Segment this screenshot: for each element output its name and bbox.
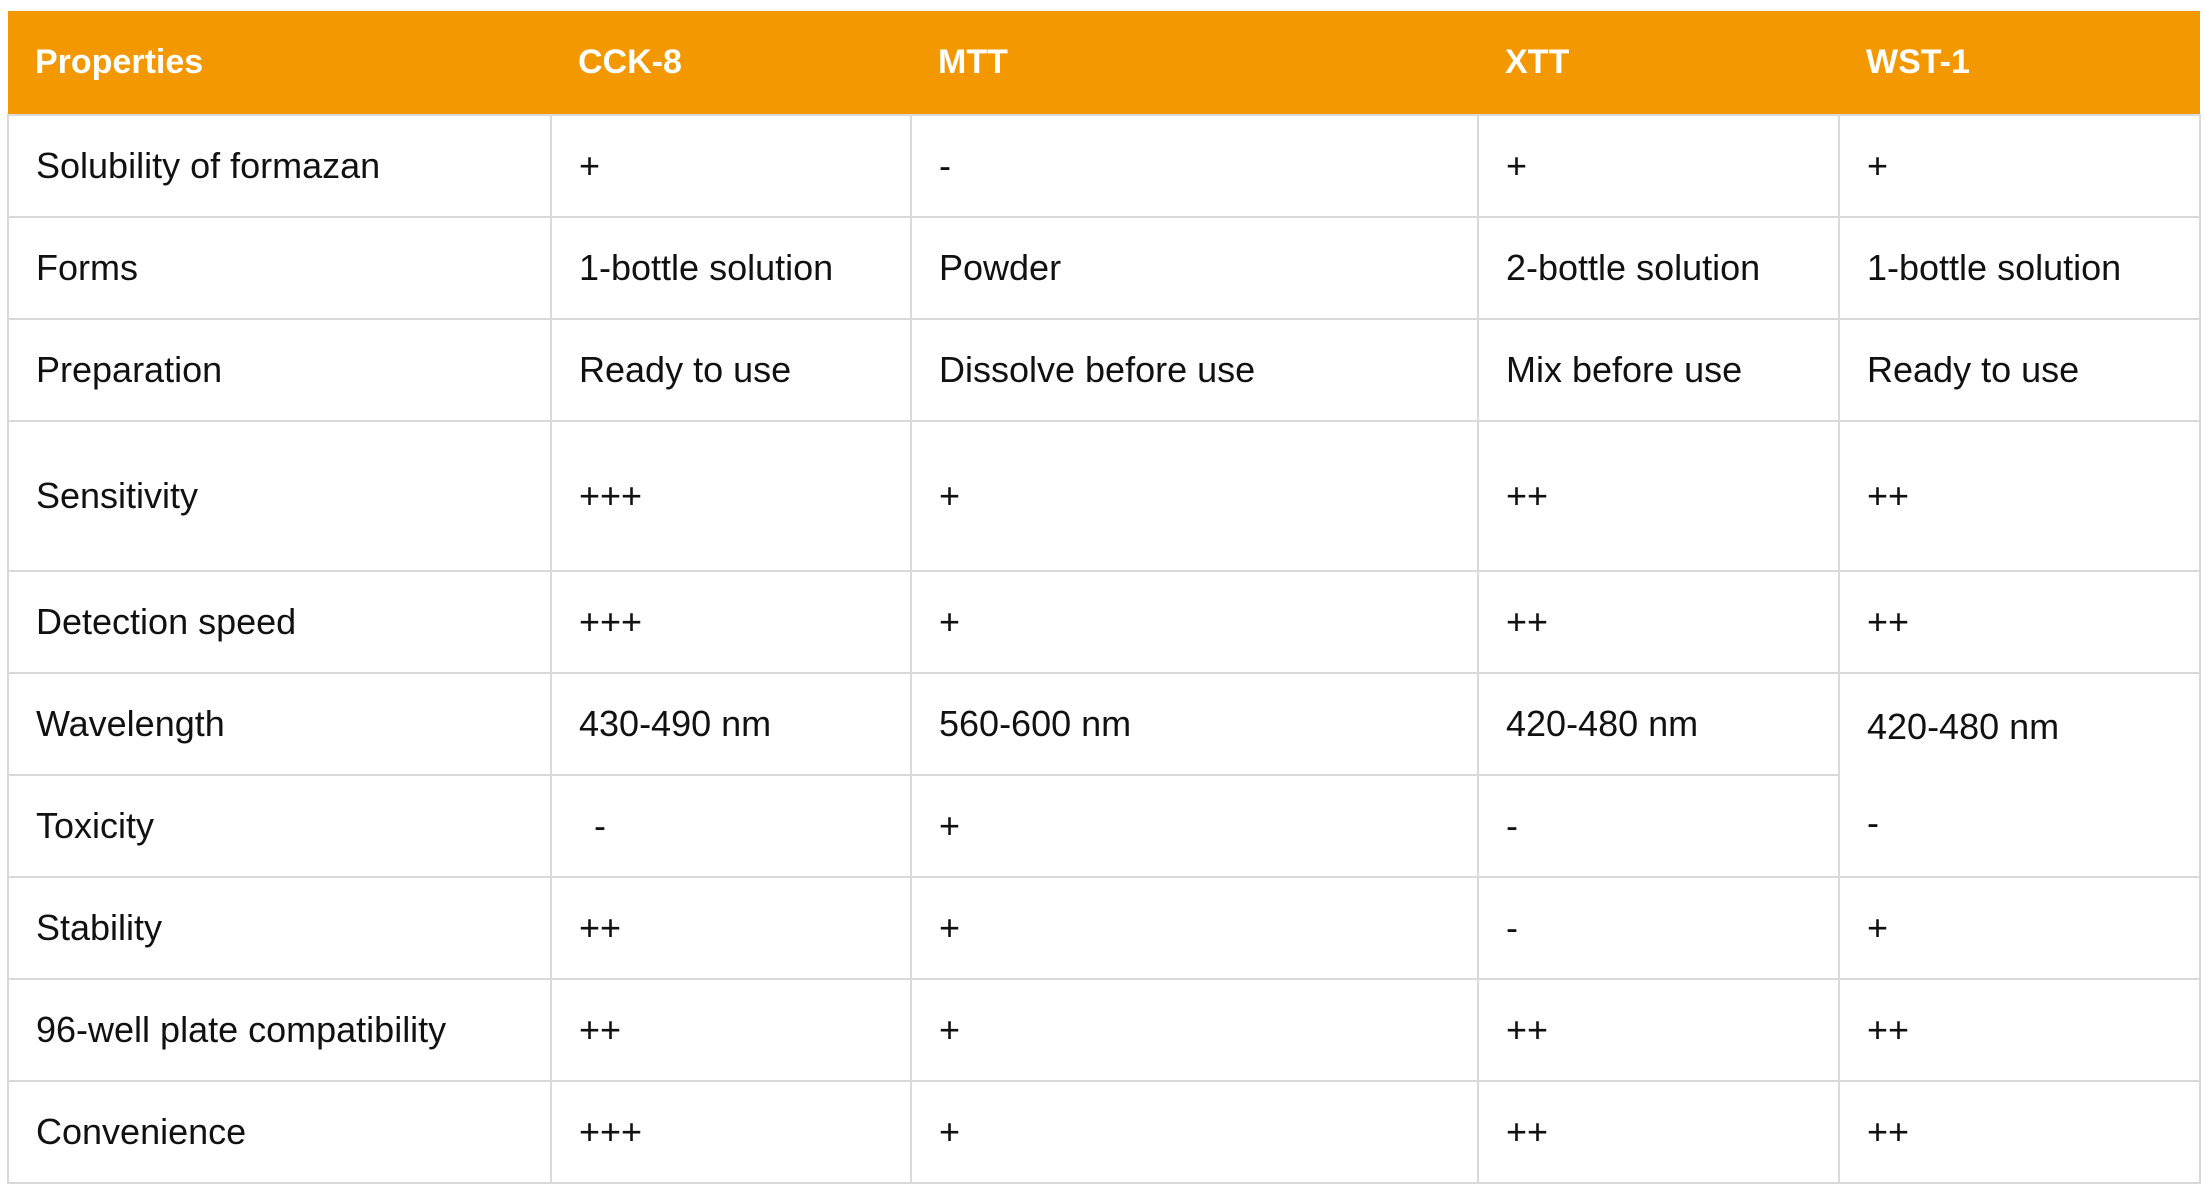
property-cell: Detection speed xyxy=(8,571,551,673)
property-cell: Stability xyxy=(8,877,551,979)
cck8-cell: ++ xyxy=(551,877,911,979)
table-row xyxy=(8,421,2200,571)
table-row xyxy=(8,673,2200,775)
table-row xyxy=(8,217,2200,319)
header-properties: Properties xyxy=(35,43,204,81)
wst1-cell: ++ xyxy=(1839,1081,2200,1183)
table-row xyxy=(8,979,2200,1081)
mtt-cell: + xyxy=(911,979,1478,1081)
xtt-cell: ++ xyxy=(1478,421,1839,571)
xtt-cell: Mix before use xyxy=(1478,319,1839,421)
assay-comparison-table xyxy=(7,11,2201,1184)
xtt-cell: 2-bottle solution xyxy=(1478,217,1839,319)
table-row xyxy=(8,571,2200,673)
wst1-toxicity-value: - xyxy=(1867,802,1879,843)
property-cell: Forms xyxy=(8,217,551,319)
xtt-cell: - xyxy=(1478,775,1839,877)
xtt-cell: + xyxy=(1478,115,1839,217)
table-row xyxy=(8,1081,2200,1183)
property-cell: Sensitivity xyxy=(8,421,551,571)
cck8-cell: +++ xyxy=(551,571,911,673)
header-xtt: XTT xyxy=(1505,43,1570,81)
wst1-wavelength-value: 420-480 nm xyxy=(1867,706,2060,747)
xtt-cell: ++ xyxy=(1478,1081,1839,1183)
cck8-cell: Ready to use xyxy=(551,319,911,421)
mtt-cell: - xyxy=(911,115,1478,217)
mtt-cell: + xyxy=(911,421,1478,571)
property-cell: Solubility of formazan xyxy=(8,115,551,217)
xtt-cell: 420-480 nm xyxy=(1478,673,1839,775)
table-row xyxy=(8,115,2200,217)
wst1-cell: ++ xyxy=(1839,571,2200,673)
wst1-cell: + xyxy=(1839,877,2200,979)
mtt-cell: + xyxy=(911,1081,1478,1183)
property-cell: 96-well plate compatibility xyxy=(8,979,551,1081)
mtt-cell: + xyxy=(911,775,1478,877)
wst1-wavelength-cell xyxy=(1839,673,2200,877)
table-header-row xyxy=(8,11,2200,115)
cck8-cell: - xyxy=(551,775,911,877)
mtt-cell: 560-600 nm xyxy=(911,673,1478,775)
cck8-cell: + xyxy=(551,115,911,217)
property-cell: Convenience xyxy=(8,1081,551,1183)
property-cell: Preparation xyxy=(8,319,551,421)
table-row xyxy=(8,319,2200,421)
wst1-cell: ++ xyxy=(1839,421,2200,571)
wst1-cell: Ready to use xyxy=(1839,319,2200,421)
header-mtt: MTT xyxy=(938,43,1008,81)
mtt-cell: Dissolve before use xyxy=(911,319,1478,421)
xtt-cell: ++ xyxy=(1478,571,1839,673)
cck8-cell: +++ xyxy=(551,1081,911,1183)
mtt-cell: + xyxy=(911,877,1478,979)
xtt-cell: - xyxy=(1478,877,1839,979)
cck8-cell: 430-490 nm xyxy=(551,673,911,775)
wst1-cell: 1-bottle solution xyxy=(1839,217,2200,319)
cck8-cell: 1-bottle solution xyxy=(551,217,911,319)
wst1-cell: + xyxy=(1839,115,2200,217)
mtt-cell: + xyxy=(911,571,1478,673)
table-row xyxy=(8,877,2200,979)
cck8-cell: +++ xyxy=(551,421,911,571)
xtt-cell: ++ xyxy=(1478,979,1839,1081)
mtt-cell: Powder xyxy=(911,217,1478,319)
header-wst1: WST-1 xyxy=(1866,43,1970,81)
header-cck8: CCK-8 xyxy=(578,43,682,81)
cck8-cell: ++ xyxy=(551,979,911,1081)
property-cell: Toxicity xyxy=(8,775,551,877)
wst1-cell: ++ xyxy=(1839,979,2200,1081)
property-cell: Wavelength xyxy=(8,673,551,775)
comparison-table-container xyxy=(7,11,2199,1184)
